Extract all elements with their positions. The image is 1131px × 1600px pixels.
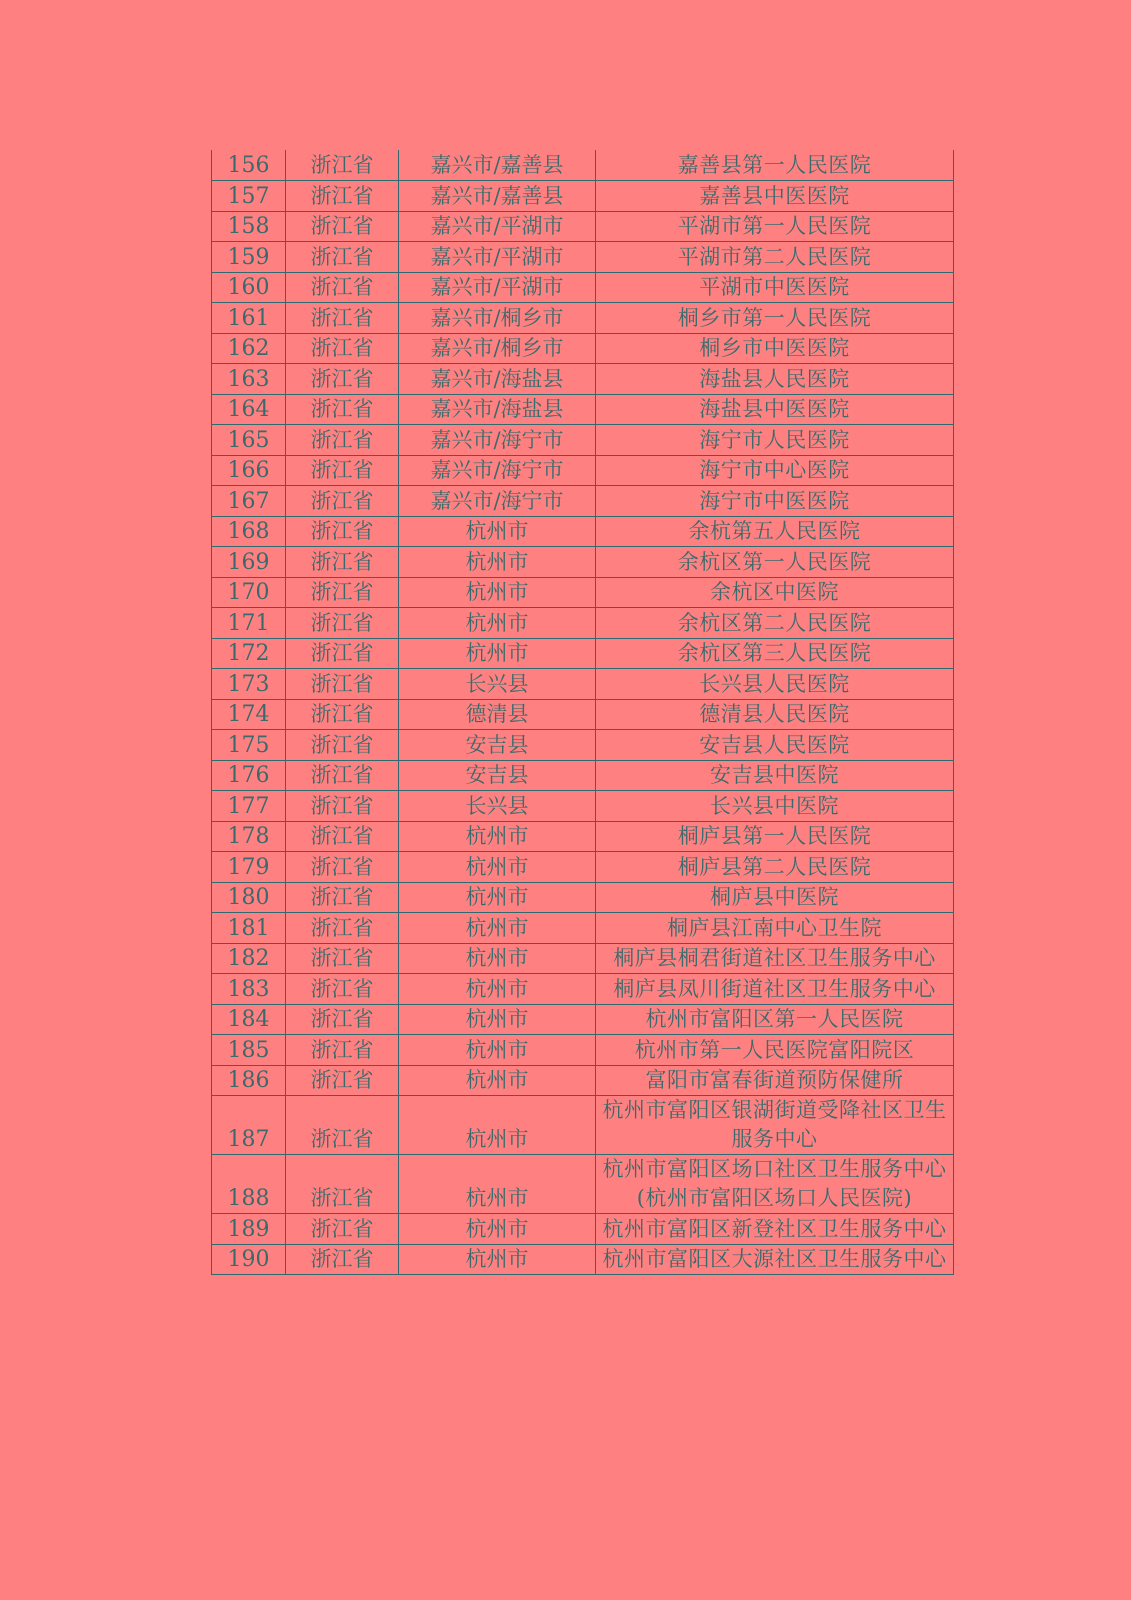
row-number-cell: 162 xyxy=(212,333,286,364)
city-cell: 杭州市 xyxy=(399,913,596,944)
province-cell: 浙江省 xyxy=(286,699,399,730)
table-row xyxy=(212,1035,954,1066)
city-cell: 杭州市 xyxy=(399,882,596,913)
city-cell: 杭州市 xyxy=(399,1244,596,1275)
hospital-name-cell: 桐乡市中医医院 xyxy=(596,333,954,364)
row-number-cell: 166 xyxy=(212,455,286,486)
table-row xyxy=(212,852,954,883)
row-number-cell: 169 xyxy=(212,547,286,578)
table-row xyxy=(212,242,954,273)
city-cell: 杭州市 xyxy=(399,1096,596,1155)
row-number-cell: 189 xyxy=(212,1214,286,1245)
hospital-name-cell: 德清县人民医院 xyxy=(596,699,954,730)
province-cell: 浙江省 xyxy=(286,516,399,547)
table-row xyxy=(212,1065,954,1096)
row-number-cell: 178 xyxy=(212,821,286,852)
table-row xyxy=(212,791,954,822)
city-cell: 杭州市 xyxy=(399,638,596,669)
hospital-name-cell: 安吉县人民医院 xyxy=(596,730,954,761)
city-cell: 嘉兴市/平湖市 xyxy=(399,272,596,303)
province-cell: 浙江省 xyxy=(286,1004,399,1035)
table-row xyxy=(212,1214,954,1245)
province-cell: 浙江省 xyxy=(286,669,399,700)
table-row xyxy=(212,1004,954,1035)
row-number-cell: 190 xyxy=(212,1244,286,1275)
hospital-name-cell: 余杭区第二人民医院 xyxy=(596,608,954,639)
province-cell: 浙江省 xyxy=(286,394,399,425)
hospital-table-body xyxy=(212,150,954,1275)
table-row xyxy=(212,394,954,425)
hospital-name-cell: 余杭第五人民医院 xyxy=(596,516,954,547)
table-row xyxy=(212,486,954,517)
row-number-cell: 167 xyxy=(212,486,286,517)
row-number-cell: 161 xyxy=(212,303,286,334)
city-cell: 杭州市 xyxy=(399,577,596,608)
row-number-cell: 173 xyxy=(212,669,286,700)
row-number-cell: 164 xyxy=(212,394,286,425)
city-cell: 杭州市 xyxy=(399,1065,596,1096)
province-cell: 浙江省 xyxy=(286,1035,399,1066)
row-number-cell: 159 xyxy=(212,242,286,273)
city-cell: 嘉兴市/平湖市 xyxy=(399,211,596,242)
province-cell: 浙江省 xyxy=(286,333,399,364)
province-cell: 浙江省 xyxy=(286,638,399,669)
row-number-cell: 170 xyxy=(212,577,286,608)
table-row xyxy=(212,821,954,852)
city-cell: 嘉兴市/海盐县 xyxy=(399,394,596,425)
table-row xyxy=(212,455,954,486)
province-cell: 浙江省 xyxy=(286,821,399,852)
province-cell: 浙江省 xyxy=(286,974,399,1005)
hospital-name-cell: 富阳市富春街道预防保健所 xyxy=(596,1065,954,1096)
table-row xyxy=(212,760,954,791)
row-number-cell: 168 xyxy=(212,516,286,547)
city-cell: 安吉县 xyxy=(399,730,596,761)
city-cell: 长兴县 xyxy=(399,791,596,822)
province-cell: 浙江省 xyxy=(286,882,399,913)
hospital-name-cell: 平湖市第一人民医院 xyxy=(596,211,954,242)
province-cell: 浙江省 xyxy=(286,547,399,578)
row-number-cell: 165 xyxy=(212,425,286,456)
row-number-cell: 156 xyxy=(212,150,286,181)
city-cell: 杭州市 xyxy=(399,1155,596,1214)
hospital-name-cell: 长兴县中医院 xyxy=(596,791,954,822)
city-cell: 杭州市 xyxy=(399,974,596,1005)
hospital-name-cell: 海宁市中医医院 xyxy=(596,486,954,517)
table-row xyxy=(212,333,954,364)
hospital-name-cell: 海盐县中医医院 xyxy=(596,394,954,425)
hospital-name-cell: 桐庐县凤川街道社区卫生服务中心 xyxy=(596,974,954,1005)
hospital-name-cell: 杭州市富阳区新登社区卫生服务中心 xyxy=(596,1214,954,1245)
hospital-name-cell: 海宁市中心医院 xyxy=(596,455,954,486)
hospital-name-cell: 平湖市第二人民医院 xyxy=(596,242,954,273)
city-cell: 杭州市 xyxy=(399,852,596,883)
row-number-cell: 163 xyxy=(212,364,286,395)
hospital-name-cell: 桐庐县中医院 xyxy=(596,882,954,913)
table-row xyxy=(212,608,954,639)
province-cell: 浙江省 xyxy=(286,943,399,974)
table-row xyxy=(212,577,954,608)
table-row xyxy=(212,1244,954,1275)
city-cell: 德清县 xyxy=(399,699,596,730)
hospital-name-cell: 海盐县人民医院 xyxy=(596,364,954,395)
province-cell: 浙江省 xyxy=(286,364,399,395)
row-number-cell: 182 xyxy=(212,943,286,974)
row-number-cell: 184 xyxy=(212,1004,286,1035)
city-cell: 嘉兴市/海盐县 xyxy=(399,364,596,395)
city-cell: 嘉兴市/海宁市 xyxy=(399,455,596,486)
table-row xyxy=(212,364,954,395)
city-cell: 嘉兴市/嘉善县 xyxy=(399,150,596,181)
row-number-cell: 174 xyxy=(212,699,286,730)
table-row xyxy=(212,882,954,913)
province-cell: 浙江省 xyxy=(286,150,399,181)
city-cell: 嘉兴市/海宁市 xyxy=(399,486,596,517)
row-number-cell: 157 xyxy=(212,181,286,212)
row-number-cell: 181 xyxy=(212,913,286,944)
city-cell: 嘉兴市/桐乡市 xyxy=(399,333,596,364)
row-number-cell: 187 xyxy=(212,1096,286,1155)
hospital-name-cell: 桐庐县桐君街道社区卫生服务中心 xyxy=(596,943,954,974)
row-number-cell: 177 xyxy=(212,791,286,822)
province-cell: 浙江省 xyxy=(286,181,399,212)
province-cell: 浙江省 xyxy=(286,1065,399,1096)
table-row xyxy=(212,974,954,1005)
row-number-cell: 172 xyxy=(212,638,286,669)
table-row xyxy=(212,1155,954,1214)
table-row xyxy=(212,669,954,700)
city-cell: 杭州市 xyxy=(399,516,596,547)
city-cell: 长兴县 xyxy=(399,669,596,700)
table-row xyxy=(212,181,954,212)
hospital-name-cell: 嘉善县中医医院 xyxy=(596,181,954,212)
hospital-name-cell: 杭州市富阳区场口社区卫生服务中心(杭州市富阳区场口人民医院) xyxy=(596,1155,954,1214)
hospital-name-cell: 杭州市富阳区大源社区卫生服务中心 xyxy=(596,1244,954,1275)
table-row xyxy=(212,211,954,242)
province-cell: 浙江省 xyxy=(286,303,399,334)
hospital-name-cell: 长兴县人民医院 xyxy=(596,669,954,700)
row-number-cell: 180 xyxy=(212,882,286,913)
province-cell: 浙江省 xyxy=(286,425,399,456)
table-row xyxy=(212,303,954,334)
hospital-name-cell: 海宁市人民医院 xyxy=(596,425,954,456)
city-cell: 杭州市 xyxy=(399,943,596,974)
city-cell: 杭州市 xyxy=(399,608,596,639)
province-cell: 浙江省 xyxy=(286,1214,399,1245)
city-cell: 嘉兴市/嘉善县 xyxy=(399,181,596,212)
province-cell: 浙江省 xyxy=(286,1244,399,1275)
row-number-cell: 175 xyxy=(212,730,286,761)
hospital-name-cell: 杭州市第一人民医院富阳院区 xyxy=(596,1035,954,1066)
province-cell: 浙江省 xyxy=(286,455,399,486)
city-cell: 杭州市 xyxy=(399,1214,596,1245)
hospital-name-cell: 嘉善县第一人民医院 xyxy=(596,150,954,181)
hospital-name-cell: 平湖市中医医院 xyxy=(596,272,954,303)
province-cell: 浙江省 xyxy=(286,577,399,608)
row-number-cell: 183 xyxy=(212,974,286,1005)
province-cell: 浙江省 xyxy=(286,791,399,822)
city-cell: 杭州市 xyxy=(399,1035,596,1066)
city-cell: 嘉兴市/海宁市 xyxy=(399,425,596,456)
city-cell: 安吉县 xyxy=(399,760,596,791)
province-cell: 浙江省 xyxy=(286,913,399,944)
row-number-cell: 158 xyxy=(212,211,286,242)
hospital-name-cell: 杭州市富阳区第一人民医院 xyxy=(596,1004,954,1035)
row-number-cell: 160 xyxy=(212,272,286,303)
table-row xyxy=(212,272,954,303)
province-cell: 浙江省 xyxy=(286,608,399,639)
hospital-name-cell: 桐庐县江南中心卫生院 xyxy=(596,913,954,944)
hospital-name-cell: 安吉县中医院 xyxy=(596,760,954,791)
province-cell: 浙江省 xyxy=(286,1096,399,1155)
city-cell: 杭州市 xyxy=(399,821,596,852)
row-number-cell: 179 xyxy=(212,852,286,883)
table-row xyxy=(212,150,954,181)
row-number-cell: 176 xyxy=(212,760,286,791)
province-cell: 浙江省 xyxy=(286,852,399,883)
table-row xyxy=(212,730,954,761)
city-cell: 嘉兴市/桐乡市 xyxy=(399,303,596,334)
hospital-table xyxy=(211,150,954,1275)
row-number-cell: 171 xyxy=(212,608,286,639)
hospital-name-cell: 桐庐县第二人民医院 xyxy=(596,852,954,883)
row-number-cell: 186 xyxy=(212,1065,286,1096)
hospital-name-cell: 余杭区第一人民医院 xyxy=(596,547,954,578)
city-cell: 杭州市 xyxy=(399,547,596,578)
province-cell: 浙江省 xyxy=(286,730,399,761)
province-cell: 浙江省 xyxy=(286,242,399,273)
hospital-name-cell: 桐乡市第一人民医院 xyxy=(596,303,954,334)
hospital-name-cell: 余杭区中医院 xyxy=(596,577,954,608)
province-cell: 浙江省 xyxy=(286,211,399,242)
row-number-cell: 185 xyxy=(212,1035,286,1066)
table-row xyxy=(212,699,954,730)
hospital-name-cell: 余杭区第三人民医院 xyxy=(596,638,954,669)
province-cell: 浙江省 xyxy=(286,760,399,791)
row-number-cell: 188 xyxy=(212,1155,286,1214)
table-row xyxy=(212,425,954,456)
table-row xyxy=(212,943,954,974)
table-row xyxy=(212,638,954,669)
province-cell: 浙江省 xyxy=(286,1155,399,1214)
province-cell: 浙江省 xyxy=(286,272,399,303)
hospital-name-cell: 杭州市富阳区银湖街道受降社区卫生服务中心 xyxy=(596,1096,954,1155)
city-cell: 杭州市 xyxy=(399,1004,596,1035)
table-row xyxy=(212,913,954,944)
province-cell: 浙江省 xyxy=(286,486,399,517)
table-row xyxy=(212,1096,954,1155)
hospital-name-cell: 桐庐县第一人民医院 xyxy=(596,821,954,852)
table-row xyxy=(212,547,954,578)
city-cell: 嘉兴市/平湖市 xyxy=(399,242,596,273)
table-row xyxy=(212,516,954,547)
